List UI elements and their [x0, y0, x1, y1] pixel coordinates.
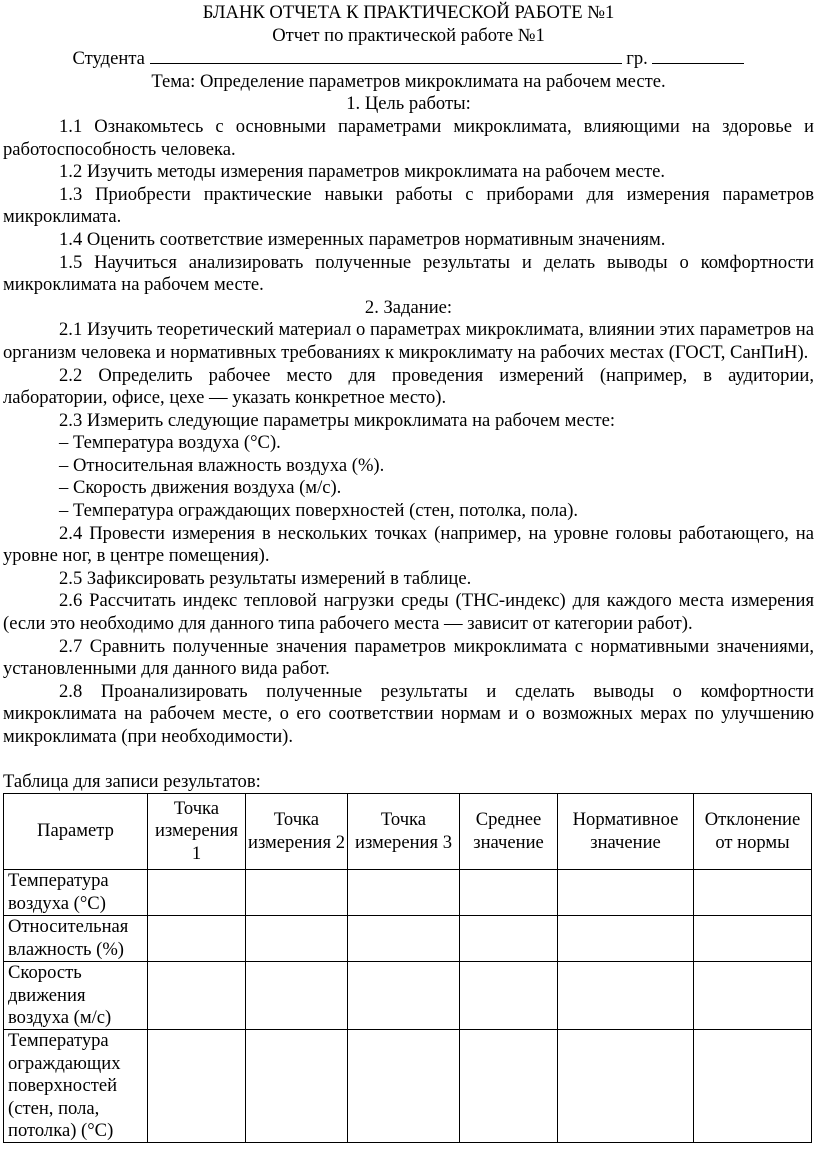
- value-cell[interactable]: [246, 870, 348, 916]
- goal-item: 1.2 Изучить методы измерения параметров микроклимата на рабочем месте.: [59, 161, 665, 183]
- goal-heading: 1. Цель работы:: [346, 93, 471, 115]
- goal-item: 1.5 Научиться анализировать полученные результаты и делать выводы о комфортности микроклимата на рабочем месте.: [3, 251, 814, 296]
- table-caption: Таблица для записи результатов:: [3, 770, 261, 792]
- goal-item: 1.3 Приобрести практические навыки работы с приборами для измерения параметров микроклимата.: [3, 183, 814, 228]
- value-cell[interactable]: [694, 962, 812, 1030]
- report-subtitle: Отчет по практической работе №1: [272, 24, 545, 46]
- value-cell[interactable]: [246, 962, 348, 1030]
- table-row: [4, 870, 812, 916]
- value-cell[interactable]: [460, 870, 558, 916]
- task-item: 2.3 Измерить следующие параметры микроклимата на рабочем месте:: [59, 409, 616, 431]
- param-list-item: – Температура воздуха (°C).: [59, 432, 281, 454]
- param-list-item: – Относительная влажность воздуха (%).: [59, 454, 385, 476]
- value-cell[interactable]: [148, 962, 246, 1030]
- param-list-item: – Температура ограждающих поверхностей (стен, потолка, пола).: [59, 500, 579, 522]
- task-heading: 2. Задание:: [364, 296, 453, 318]
- value-cell[interactable]: [694, 870, 812, 916]
- student-line: [3, 47, 814, 71]
- group-label: гр.: [626, 48, 648, 70]
- value-cell[interactable]: [148, 1030, 246, 1143]
- value-cell[interactable]: [460, 1030, 558, 1143]
- value-cell[interactable]: [348, 962, 460, 1030]
- task-item: 2.2 Определить рабочее место для проведения измерений (например, в аудитории, лаборатории, офисе, цехе — указать конкретное место).: [3, 364, 814, 409]
- row-label-humidity: Относительная влажность (%): [4, 916, 148, 962]
- value-cell[interactable]: [460, 916, 558, 962]
- value-cell[interactable]: [246, 1030, 348, 1143]
- group-field[interactable]: [652, 47, 744, 64]
- task-item: 2.5 Зафиксировать результаты измерений в таблице.: [59, 567, 472, 589]
- value-cell[interactable]: [558, 916, 694, 962]
- form-title: БЛАНК ОТЧЕТА К ПРАКТИЧЕСКОЙ РАБОТЕ №1: [202, 2, 615, 23]
- topic: Тема: Определение параметров микроклимата на рабочем месте.: [151, 70, 666, 92]
- row-label-surface-temperature: Температура ограждающих поверхностей (стен, пола, потолка) (°C): [4, 1030, 148, 1143]
- header-point-3: Точка измерения 3: [348, 794, 460, 870]
- row-label-air-temperature: Температура воздуха (°C): [4, 870, 148, 916]
- student-name-field[interactable]: [150, 47, 622, 64]
- goal-item: 1.4 Оценить соответствие измеренных параметров нормативным значениям.: [59, 228, 666, 250]
- header-parameter: Параметр: [4, 794, 148, 870]
- param-list-item: – Скорость движения воздуха (м/с).: [59, 477, 342, 499]
- table-row: [4, 916, 812, 962]
- header-deviation: Отклонение от нормы: [694, 794, 812, 870]
- task-item: 2.4 Провести измерения в нескольких точках (например, на уровне головы работающего, на уровне ног, в центре помещения).: [3, 522, 814, 567]
- task-item: 2.8 Проанализировать полученные результаты и сделать выводы о комфортности микроклимата на рабочем месте, о его соответствии нормам и о возможных мерах по улучшению микроклимата (при необходимости).: [3, 680, 814, 747]
- value-cell[interactable]: [148, 916, 246, 962]
- value-cell[interactable]: [348, 1030, 460, 1143]
- value-cell[interactable]: [460, 962, 558, 1030]
- value-cell[interactable]: [558, 962, 694, 1030]
- task-item: 2.7 Сравнить полученные значения параметров микроклимата с нормативными значениями, установленными для данного вида работ.: [3, 635, 814, 680]
- value-cell[interactable]: [558, 1030, 694, 1143]
- table-row: [4, 1030, 812, 1143]
- student-label: Студента: [72, 48, 145, 70]
- value-cell[interactable]: [694, 1030, 812, 1143]
- value-cell[interactable]: [694, 916, 812, 962]
- value-cell[interactable]: [148, 870, 246, 916]
- value-cell[interactable]: [348, 870, 460, 916]
- header-normative: Нормативное значение: [558, 794, 694, 870]
- task-item: 2.6 Рассчитать индекс тепловой нагрузки среды (ТНС-индекс) для каждого места измерения (если это необходимо для данного типа рабочего места — зависит от категории работ).: [3, 590, 814, 635]
- goal-item: 1.1 Ознакомьтесь с основными параметрами микроклимата, влияющими на здоровье и работоспособность человека.: [3, 115, 814, 160]
- table-row: [4, 962, 812, 1030]
- value-cell[interactable]: [246, 916, 348, 962]
- header-point-1: Точка измерения 1: [148, 794, 246, 870]
- task-item: 2.1 Изучить теоретический материал о параметрах микроклимата, влиянии этих параметров на организм человека и нормативных требованиях к микроклимату на рабочих местах (ГОСТ, СанПиН).: [3, 319, 814, 363]
- header-average: Среднее значение: [460, 794, 558, 870]
- results-table: [3, 793, 812, 1143]
- value-cell[interactable]: [558, 870, 694, 916]
- row-label-air-speed: Скорость движения воздуха (м/с): [4, 962, 148, 1030]
- header-point-2: Точка измерения 2: [246, 794, 348, 870]
- value-cell[interactable]: [348, 916, 460, 962]
